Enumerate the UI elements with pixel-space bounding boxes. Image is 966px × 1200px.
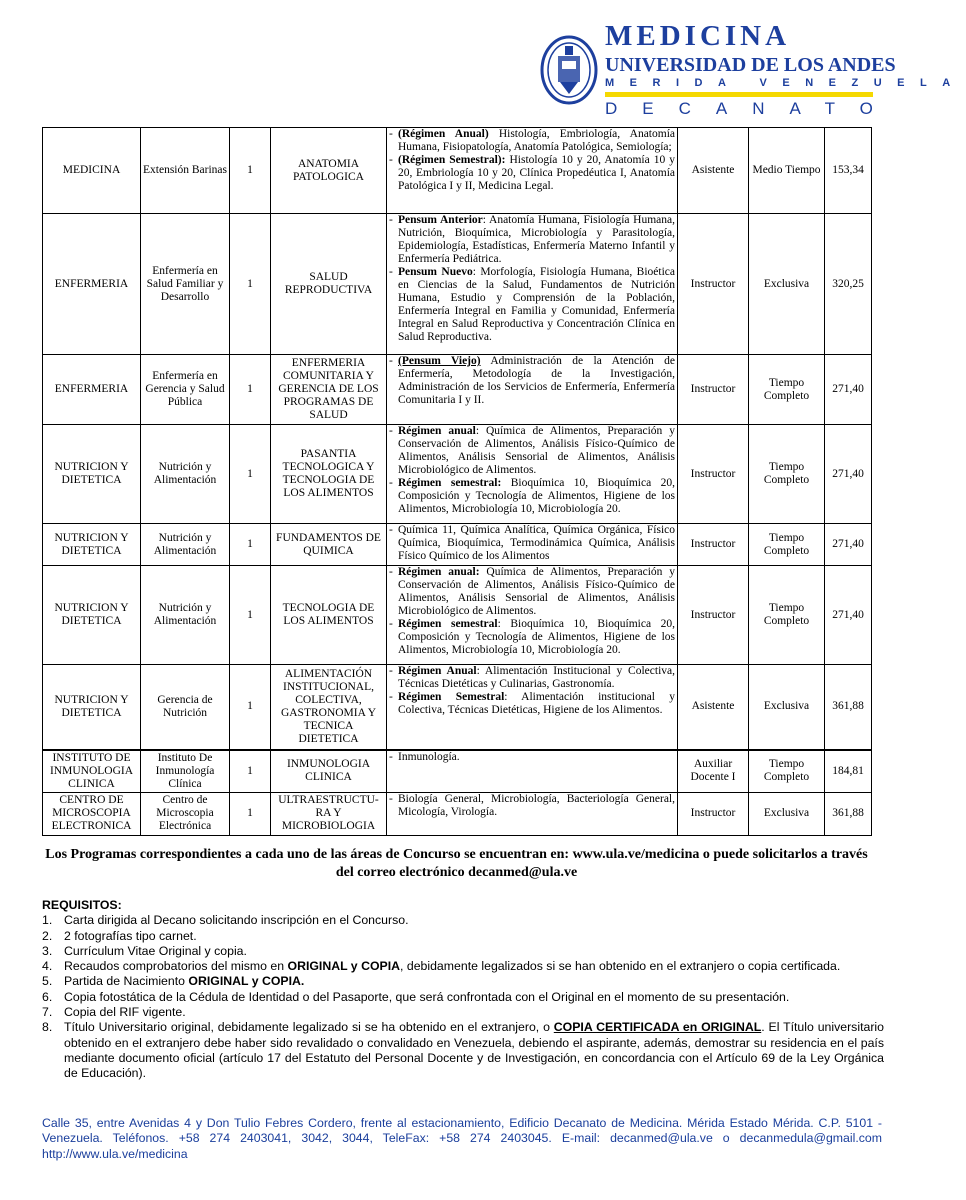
- dedicacion-cell: Exclusiva: [749, 214, 825, 355]
- requirement-item: [42, 1005, 884, 1020]
- table-row: [43, 665, 872, 750]
- medicina-title: MEDICINA: [605, 20, 791, 52]
- unidad-cell: NUTRICION Y DIETETICA: [43, 524, 141, 566]
- materias-cell: [387, 524, 678, 566]
- dependencia-cell: Centro de Microscopia Electrónica: [141, 792, 230, 835]
- requirement-item: [42, 1020, 884, 1081]
- requirement-number: 7.: [42, 1005, 53, 1020]
- materia-item: [389, 154, 675, 193]
- area-cell: FUNDAMENTOS DE QUIMICA: [271, 524, 387, 566]
- footer-address: Calle 35, entre Avenidas 4 y Don Tulio Febres Cordero, frente al estacionamiento, Edificio Decanato de Medicina. Mérida Estado Mérida. C.P. 5101 - Venezuela. Teléfonos. +58 274 2403041, 3042, 3044, TeleFax: +58 274 2403045. E-mail: decanmed@ula.ve o decanmedula@gmail.com http://www.ula.ve/medicina: [42, 1116, 882, 1161]
- unidad-cell: NUTRICION Y DIETETICA: [43, 425, 141, 524]
- requirement-text: Título Universitario original, debidamente legalizado si se ha obtenido en el extranjero, o: [64, 1020, 554, 1035]
- requirement-item: [42, 944, 884, 959]
- unidad-cell: NUTRICION Y DIETETICA: [43, 665, 141, 750]
- materias-cell: [387, 355, 678, 425]
- dependencia-cell: Nutrición y Alimentación: [141, 524, 230, 566]
- materia-text: Bioquímica 10, Bioquímica 20, Composición y Tecnología de Alimentos, Higiene de los Alimentos, Microbiología 10, Microbiología 20.: [398, 477, 675, 515]
- categoria-cell: Instructor: [678, 214, 749, 355]
- area-cell: ALIMENTACIÓN INSTITUCIONAL, COLECTIVA, GASTRONOMIA Y TECNICA DIETETICA: [271, 665, 387, 750]
- requirement-number: 8.: [42, 1020, 53, 1035]
- dependencia-cell: Instituto De Inmunología Clínica: [141, 750, 230, 793]
- cargos-cell: 1: [230, 128, 271, 214]
- cargos-cell: 1: [230, 355, 271, 425]
- requirement-item: [42, 929, 884, 944]
- cargos-cell: 1: [230, 425, 271, 524]
- area-cell: TECNOLOGIA DE LOS ALIMENTOS: [271, 566, 387, 665]
- table-row: [43, 128, 872, 214]
- requirement-text: , debidamente legalizados si se han obtenido en el extranjero o copia certificada.: [400, 959, 841, 974]
- unidad-cell: NUTRICION Y DIETETICA: [43, 566, 141, 665]
- dedicacion-cell: Tiempo Completo: [749, 355, 825, 425]
- cargos-cell: 1: [230, 665, 271, 750]
- monto-cell: 320,25: [825, 214, 872, 355]
- requirement-number: 6.: [42, 989, 53, 1004]
- dedicacion-cell: Tiempo Completo: [749, 524, 825, 566]
- area-cell: ULTRAESTRUCTU-RA Y MICROBIOLOGIA: [271, 792, 387, 835]
- materia-item: [389, 524, 675, 563]
- monto-cell: 271,40: [825, 524, 872, 566]
- table-row: [43, 355, 872, 425]
- dependencia-cell: Gerencia de Nutrición: [141, 665, 230, 750]
- materia-item: [389, 793, 675, 819]
- requirement-text: Recaudos comprobatorios del mismo en: [64, 959, 288, 974]
- regimen-label: Régimen Anual: [398, 665, 477, 677]
- materias-cell: [387, 128, 678, 214]
- university-seal-icon: [540, 34, 598, 106]
- materia-item: [389, 425, 675, 477]
- dependencia-cell: Enfermería en Gerencia y Salud Pública: [141, 355, 230, 425]
- contest-table: [42, 127, 872, 836]
- table-row: [43, 214, 872, 355]
- categoria-cell: Asistente: [678, 665, 749, 750]
- materia-text: Administración de la Atención de Enfermería, Metodología de la Investigación, Administración de los Servicios de Enfermería, Enfermería Comunitaria I y II.: [398, 355, 676, 406]
- requirement-item: [42, 974, 884, 989]
- unidad-cell: ENFERMERIA: [43, 355, 141, 425]
- materias-cell: [387, 425, 678, 524]
- requirement-emphasis: COPIA CERTIFICADA en ORIGINAL: [553, 1020, 762, 1035]
- requirement-item: [42, 959, 884, 974]
- materia-item: [389, 266, 675, 344]
- materias-cell: [387, 792, 678, 835]
- location-text: MERIDA VENEZUELA: [605, 77, 966, 89]
- categoria-cell: Instructor: [678, 566, 749, 665]
- categoria-cell: Instructor: [678, 355, 749, 425]
- materia-text: : Bioquímica 10, Bioquímica 20, Composición y Tecnología de Alimentos, Higiene de los Alimentos, Microbiología 10, Microbiología 20.: [398, 618, 675, 656]
- dependencia-cell: Enfermería en Salud Familiar y Desarrollo: [141, 214, 230, 355]
- requirement-number: 5.: [42, 974, 53, 989]
- area-cell: ANATOMIA PATOLOGICA: [271, 128, 387, 214]
- materia-text: : Alimentación institucional y Colectiva, Técnicas Dietéticas, Higiene de los Alimentos.: [398, 691, 675, 716]
- unidad-cell: ENFERMERIA: [43, 214, 141, 355]
- materia-item: [389, 691, 675, 717]
- requirement-text: 2 fotografías tipo carnet.: [64, 928, 197, 943]
- dependencia-cell: Extensión Barinas: [141, 128, 230, 214]
- materia-text: : Anatomía Humana, Fisiología Humana, Nutrición, Bioquímica, Microbiología y Parasitología, Epidemiología, Estadísticas, Enfermería Materno Infantil y Enfermería Pediátrica.: [398, 214, 675, 265]
- materias-cell: [387, 214, 678, 355]
- table-row: [43, 566, 872, 665]
- requirement-text: Partida de Nacimiento: [64, 974, 189, 989]
- cargos-cell: 1: [230, 750, 271, 793]
- dedicacion-cell: Tiempo Completo: [749, 750, 825, 793]
- materia-text: Biología General, Microbiología, Bacteriología General, Micología, Virología.: [398, 792, 675, 818]
- dedicacion-cell: Exclusiva: [749, 792, 825, 835]
- requirement-number: 4.: [42, 959, 53, 974]
- monto-cell: 361,88: [825, 792, 872, 835]
- requirements-title: REQUISITOS:: [42, 898, 122, 912]
- unidad-cell: INSTITUTO DE INMUNOLOGIA CLINICA: [43, 750, 141, 793]
- requirement-item: [42, 913, 884, 928]
- requirement-number: 1.: [42, 913, 53, 928]
- requirement-text: . El Título universitario obtenido en el extranjero debe haber sido revalidado o convalidado en Venezuela, debiendo el aspirante, además, demostrar su residencia en el país mediante documento oficial (artículo 17 del Estatuto del Personal Docente y de Investigación, en concordancia con el Artículo 69 de la Ley Orgánica de Educación).: [64, 1020, 884, 1081]
- programs-note: Los Programas correspondientes a cada uno de las áreas de Concurso se encuentran en: www.ula.ve/medicina o puede solicitarlos a través del correo electrónico decanmed@ula.ve: [45, 847, 868, 880]
- materia-item: [389, 566, 675, 618]
- table-row: [43, 792, 872, 835]
- university-name: UNIVERSIDAD DE LOS ANDES: [605, 54, 896, 76]
- dedicacion-cell: Exclusiva: [749, 665, 825, 750]
- materias-cell: [387, 566, 678, 665]
- monto-cell: 153,34: [825, 128, 872, 214]
- materia-item: [389, 128, 675, 154]
- regimen-label: (Régimen Semestral):: [398, 154, 506, 166]
- requirement-text: Carta dirigida al Decano solicitando inscripción en el Concurso.: [64, 913, 409, 928]
- table-row: [43, 524, 872, 566]
- materia-text: Histología, Embriología, Anatomía Humana, Fisiopatología, Anatomía Patológica, Semiología;: [398, 128, 675, 153]
- requirements: [42, 898, 884, 1082]
- area-cell: PASANTIA TECNOLOGICA Y TECNOLOGIA DE LOS ALIMENTOS: [271, 425, 387, 524]
- categoria-cell: Asistente: [678, 128, 749, 214]
- area-cell: ENFERMERIA COMUNITARIA Y GERENCIA DE LOS PROGRAMAS DE SALUD: [271, 355, 387, 425]
- area-cell: INMUNOLOGIA CLINICA: [271, 750, 387, 793]
- area-cell: SALUD REPRODUCTIVA: [271, 214, 387, 355]
- materia-text: Química 11, Química Analítica, Química Orgánica, Físico Química, Bioquímica, Termodinámica Química, Análisis Físico Químico de los Alimentos: [398, 524, 675, 562]
- yellow-divider: [605, 92, 873, 97]
- requirement-text: Copia del RIF vigente.: [64, 1005, 186, 1020]
- materias-cell: [387, 665, 678, 750]
- materias-cell: [387, 750, 678, 793]
- regimen-label: (Pensum Viejo): [398, 355, 481, 367]
- requirement-number: 3.: [42, 943, 53, 958]
- regimen-label: Régimen semestral: [398, 618, 498, 630]
- materia-text: Histología 10 y 20, Anatomía 10 y 20, Embriología 10 y 20, Clínica Propedéutica I, Anatomía Patológica I y II, Medicina Legal.: [398, 154, 675, 192]
- table-row: [43, 425, 872, 524]
- materia-item: [389, 751, 675, 764]
- dedicacion-cell: Tiempo Completo: [749, 425, 825, 524]
- regimen-label: Régimen anual: [398, 425, 476, 437]
- table-row: [43, 750, 872, 793]
- decanato-text: DECANATO: [605, 99, 898, 118]
- monto-cell: 271,40: [825, 355, 872, 425]
- materia-text: : Química de Alimentos, Preparación y Conservación de Alimentos, Análisis Físico-Químico de Alimentos, Análisis Sensorial de Alimentos, Análisis Microbiológico de Alimentos.: [398, 425, 675, 476]
- requirement-text: Currículum Vitae Original y copia.: [64, 943, 247, 958]
- requirement-number: 2.: [42, 928, 53, 943]
- materia-text: Química de Alimentos, Preparación y Conservación de Alimentos, Análisis Físico-Químico de Alimentos, Análisis Sensorial de Alimentos, Análisis Microbiológico de Alimentos.: [398, 566, 675, 617]
- categoria-cell: Instructor: [678, 792, 749, 835]
- regimen-label: Régimen semestral:: [398, 477, 502, 489]
- requirement-item: [42, 990, 884, 1005]
- monto-cell: 271,40: [825, 425, 872, 524]
- monto-cell: 184,81: [825, 750, 872, 793]
- unidad-cell: MEDICINA: [43, 128, 141, 214]
- dedicacion-cell: Tiempo Completo: [749, 566, 825, 665]
- monto-cell: 271,40: [825, 566, 872, 665]
- categoria-cell: Instructor: [678, 524, 749, 566]
- materia-item: [389, 618, 675, 657]
- categoria-cell: Instructor: [678, 425, 749, 524]
- materia-item: [389, 355, 675, 407]
- categoria-cell: Auxiliar Docente I: [678, 750, 749, 793]
- regimen-label: Régimen Semestral: [398, 691, 505, 703]
- materia-text: : Morfología, Fisiología Humana, Bioética en Ciencias de la Salud, Fundamentos de Nutrición Humana, Estudio y Comprensión de la Población, Enfermería Integral en Familia y Comunidad, Enfermería Integral en Salud Reproductiva y Concentración Clínica en Salud Reproductiva.: [398, 266, 675, 343]
- unidad-cell: CENTRO DE MICROSCOPIA ELECTRONICA: [43, 792, 141, 835]
- regimen-label: Pensum Nuevo: [398, 266, 473, 278]
- regimen-label: (Régimen Anual): [398, 128, 489, 140]
- materia-text: Inmunología.: [398, 750, 460, 763]
- regimen-label: Pensum Anterior: [398, 214, 483, 226]
- materia-text: : Alimentación Institucional y Colectiva, Técnicas Dietéticas y Culinarias, Gastronomía.: [398, 665, 675, 690]
- cargos-cell: 1: [230, 524, 271, 566]
- monto-cell: 361,88: [825, 665, 872, 750]
- cargos-cell: 1: [230, 792, 271, 835]
- materia-item: [389, 214, 675, 266]
- dependencia-cell: Nutrición y Alimentación: [141, 425, 230, 524]
- materia-item: [389, 477, 675, 516]
- cargos-cell: 1: [230, 214, 271, 355]
- requirement-emphasis: ORIGINAL y COPIA: [287, 959, 401, 974]
- requirement-emphasis: ORIGINAL y COPIA.: [188, 974, 305, 989]
- regimen-label: Régimen anual:: [398, 566, 480, 578]
- letterhead: [535, 20, 966, 122]
- dependencia-cell: Nutrición y Alimentación: [141, 566, 230, 665]
- materia-item: [389, 665, 675, 691]
- requirement-text: Copia fotostática de la Cédula de Identidad o del Pasaporte, que será confrontada con el Original en el momento de su presentación.: [64, 989, 790, 1004]
- requirements-list: [42, 913, 884, 1081]
- cargos-cell: 1: [230, 566, 271, 665]
- dedicacion-cell: Medio Tiempo: [749, 128, 825, 214]
